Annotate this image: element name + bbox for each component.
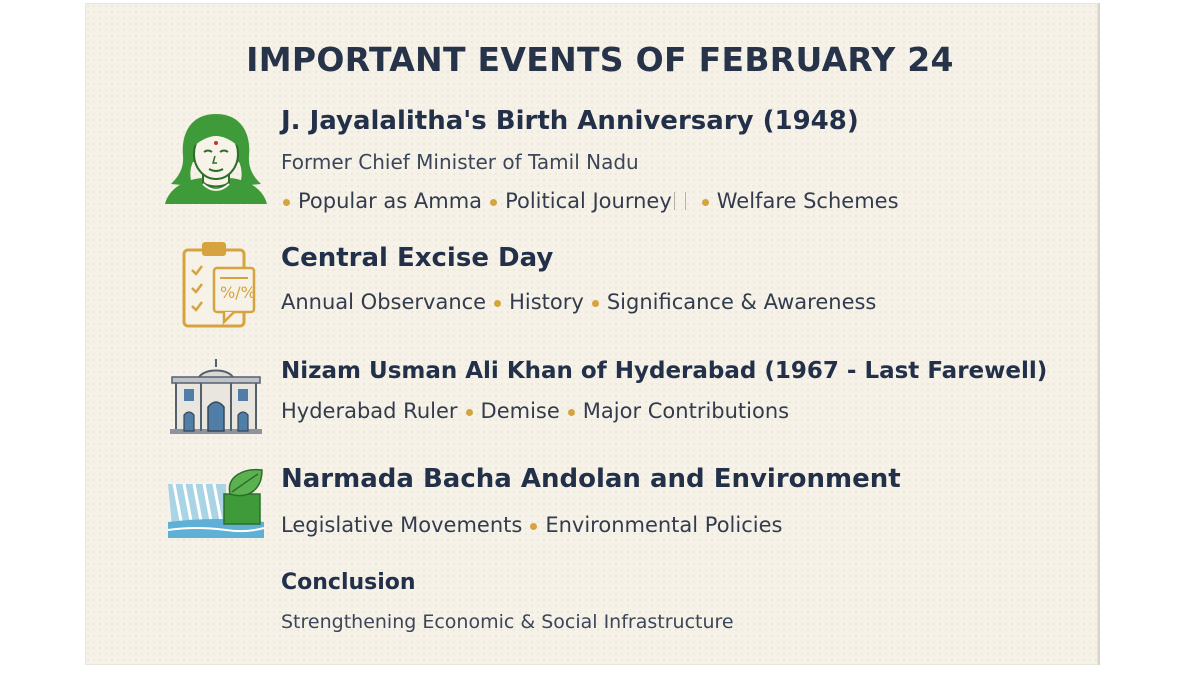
- clipboard-percent-icon: [180, 240, 258, 330]
- tag-demise: Demise: [480, 399, 560, 423]
- section-title-nizam: Nizam Usman Ali Khan of Hyderabad (1967 - Last Farewell): [281, 358, 1048, 384]
- section-subtitle-jayalalitha: Former Chief Minister of Tamil Nadu: [281, 150, 639, 174]
- section-tags-jayalalitha: [281, 189, 899, 213]
- section-title-excise: Central Excise Day: [281, 243, 554, 273]
- page-title: IMPORTANT EVENTS OF FEBRUARY 24: [246, 40, 954, 79]
- section-title-jayalalitha: J. Jayalalitha's Birth Anniversary (1948): [281, 106, 859, 136]
- tag-annual-observance: Annual Observance: [281, 290, 487, 314]
- section-tags-nizam: [281, 399, 789, 423]
- divider: [685, 192, 686, 210]
- section-title-conclusion: Conclusion: [281, 570, 416, 595]
- tag-environmental-policies: Environmental Policies: [545, 513, 783, 537]
- bullet-dot: [466, 409, 473, 416]
- section-subtitle-conclusion: Strengthening Economic & Social Infrastructure: [281, 611, 734, 633]
- tag-popular-as-amma: Popular as Amma: [298, 189, 483, 213]
- palace-icon: [168, 355, 264, 435]
- bullet-dot: [702, 199, 709, 206]
- bullet-dot: [592, 300, 599, 307]
- tag-major-contributions: Major Contributions: [582, 399, 790, 423]
- divider: [674, 192, 675, 210]
- tag-legislative-movements: Legislative Movements: [281, 513, 523, 537]
- tag-political-journey: Political Journey: [505, 189, 672, 213]
- section-title-narmada: Narmada Bacha Andolan and Environment: [281, 464, 901, 494]
- bullet-dot: [490, 199, 497, 206]
- bullet-dot: [568, 409, 575, 416]
- woman-portrait-icon: [163, 112, 269, 206]
- bullet-dot: [530, 523, 537, 530]
- section-tags-narmada: [281, 513, 782, 537]
- section-tags-excise: [281, 290, 876, 314]
- tag-welfare-schemes: Welfare Schemes: [716, 189, 899, 213]
- svg-text:%/%: %/%: [220, 283, 256, 302]
- tag-history: History: [509, 290, 584, 314]
- tag-significance-awareness: Significance & Awareness: [606, 290, 877, 314]
- bullet-dot: [283, 199, 290, 206]
- dam-leaf-icon: [166, 466, 266, 542]
- bullet-dot: [494, 300, 501, 307]
- content-card: [85, 3, 1100, 665]
- tag-hyderabad-ruler: Hyderabad Ruler: [281, 399, 458, 423]
